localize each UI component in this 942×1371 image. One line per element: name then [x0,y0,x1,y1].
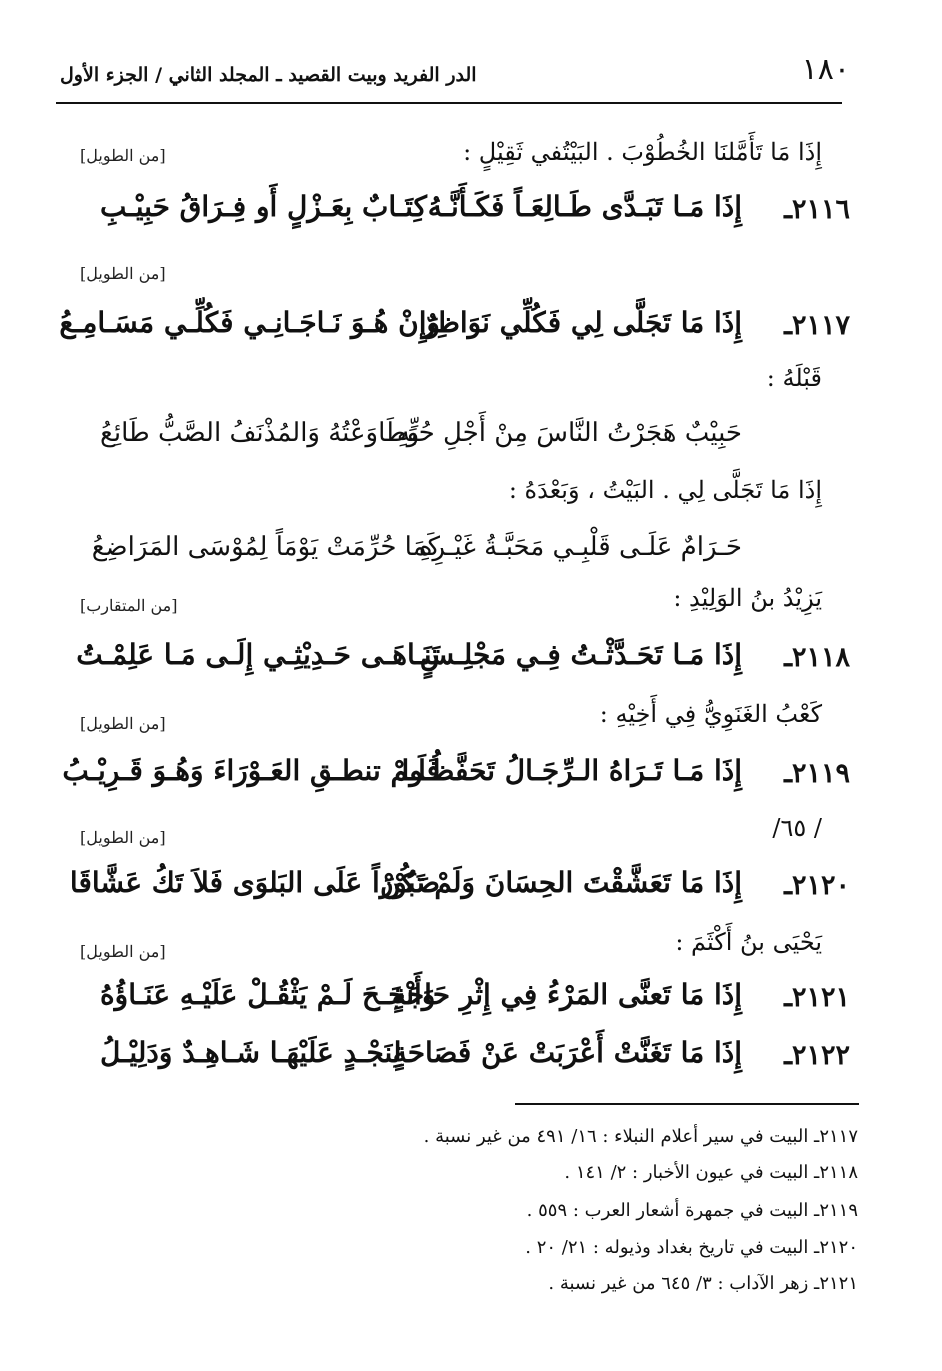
footnote: ٢١١٩ـ البيت في جمهرة أشعار العرب : ٥٥٩ . [526,1200,858,1221]
verse-second-hemistich: وَطَاوَعْتُهُ وَالمُذْنَفُ الصَّبُّ طَائِعُ [100,418,420,448]
meter-label: [من الطويل] [80,714,166,733]
verse-first-hemistich: إِذَا مَا تَعنَّى المَرْءُ فِي إِثْرِ حَاجَةٍ [391,978,742,1011]
verse-second-hemistich: لِنَجْـدٍ عَلَيْهَـا شَـاهِـدٌ وَدَلِيْـلُ [100,1036,402,1069]
poet-attribution: كَعْبُ الغَنَوِيُّ فِي أَخِيْهِ : [599,700,822,728]
verse-second-hemistich: فَلَـمْ تنطـقِ العَـوْرَاءَ وَهُـوَ قَـرِيْـبُ [62,754,440,787]
footnote: ٢١١٧ـ البيت في سير أعلام النبلاء : ١٦/ ٤٩١ من غير نسبة . [423,1126,858,1147]
footnote: ٢١٢٠ـ البيت في تاريخ بغداد وذيوله : ٢١/ ٢٠ . [525,1237,858,1258]
verse-second-hemistich: وَإِنْ هُـوَ نَـاجَـانِـي فَكُلِّـي مَسَـامِـعُ [59,306,440,339]
verse-number: ٢١١٧ـ [784,310,850,341]
verse-number: ٢١٢٢ـ [784,1040,850,1071]
verse-second-hemistich: صَبُوْرَاً عَلَى البَلوَى فَلاَ تَكُ عَشَّاقَا [69,866,440,899]
running-header: الدر الفريد وبيت القصيد ـ المجلد الثاني / الجزء الأول [60,64,477,86]
poet-attribution: يَزِيْدُ بنُ الوَلِيْدِ : [673,584,822,612]
verse-number: ٢١٢١ـ [784,982,850,1013]
verse-second-hemistich: كِتَـابٌ بِعَـزْلٍ أَو فِـرَاقُ حَبِيْـبِ [100,190,427,223]
verse-first-hemistich: حَـرَامٌ عَلَـى قَلْبِـي مَحَبَّـةُ غَيْـرِهِ [418,532,742,562]
meter-label: [من المتقارب] [80,596,178,615]
verse-number: ٢١٢٠ـ [784,870,850,901]
verse-first-hemistich: إِذَا مَـا تَبَـدَّى طَـالِعَـاً فَكَـأَنَّـهُ [427,190,742,223]
verse-second-hemistich: تَنَـاهَـى حَـدِيْثِـي إِلَـى مَـا عَلِمْـتُ [76,638,440,671]
verse-number: ٢١١٩ـ [784,758,850,789]
verse-first-hemistich: إِذَا مَا تَجَلَّى لِي فَكُلِّي نَوَاظِرٌ [422,306,742,339]
verse-number: ٢١١٨ـ [784,642,850,673]
meter-label: [من الطويل] [80,146,166,165]
verse-second-hemistich: كَمَا حُرِّمَتْ يَوْمَاً لِمُوْسَى المَرَاضِعُ [91,532,440,562]
meter-label: [من الطويل] [80,828,166,847]
poet-attribution: يَحْيَى بنُ أَكْثَمَ : [675,928,822,956]
folio-marker: / ٦٥/ [772,814,822,842]
footnote-rule [515,1103,859,1105]
intro-line: قَبْلَهُ : [766,364,822,392]
verse-second-hemistich: وَأَنْجَـحَ لَـمْ يَثْقُـلْ عَلَيْـهِ عَنَـاؤُهُ [100,978,436,1011]
footnote: ٢١١٨ـ البيت في عيون الأخبار : ٢/ ١٤١ . [564,1162,858,1183]
header-rule [56,102,842,104]
page-number: ١٨٠ [801,52,850,87]
verse-number: ٢١١٦ـ [784,194,850,225]
verse-first-hemistich: إِذَا مَا تَغَنَّتْ أَعْرَبَتْ عَنْ فَصَاحَةٍ [392,1036,742,1069]
verse-first-hemistich: حَبِيْبٌ هَجَرْتُ النَّاسَ مِنْ أَجْلِ حُبِّهِ [396,418,742,448]
meter-label: [من الطويل] [80,942,166,961]
intro-line: إِذَا مَا تَجَلَّى لِي . البَيْتُ ، وَبَعْدَهُ : [508,476,822,504]
verse-first-hemistich: إِذَا مَـا تَحَـدَّثْـتُ فِـي مَجْلِـسٍ [419,638,742,671]
meter-label: [من الطويل] [80,264,166,283]
intro-line: إِذَا مَا تَأَمَّلنَا الخُطُوْبَ . البَيْتُفي ثَقِيْلٍ : [463,138,822,166]
verse-first-hemistich: إِذَا مَـا تَـرَاهُ الـرِّجَـالُ تَحَفَّظُـوا [401,754,742,787]
verse-first-hemistich: إِذَا مَا تَعَشَّقْتَ الحِسَانَ وَلَمْ تَكُنْ [380,866,742,899]
footnote: ٢١٢١ـ زهر الآداب : ٣/ ٦٤٥ من غير نسبة . [548,1273,858,1294]
